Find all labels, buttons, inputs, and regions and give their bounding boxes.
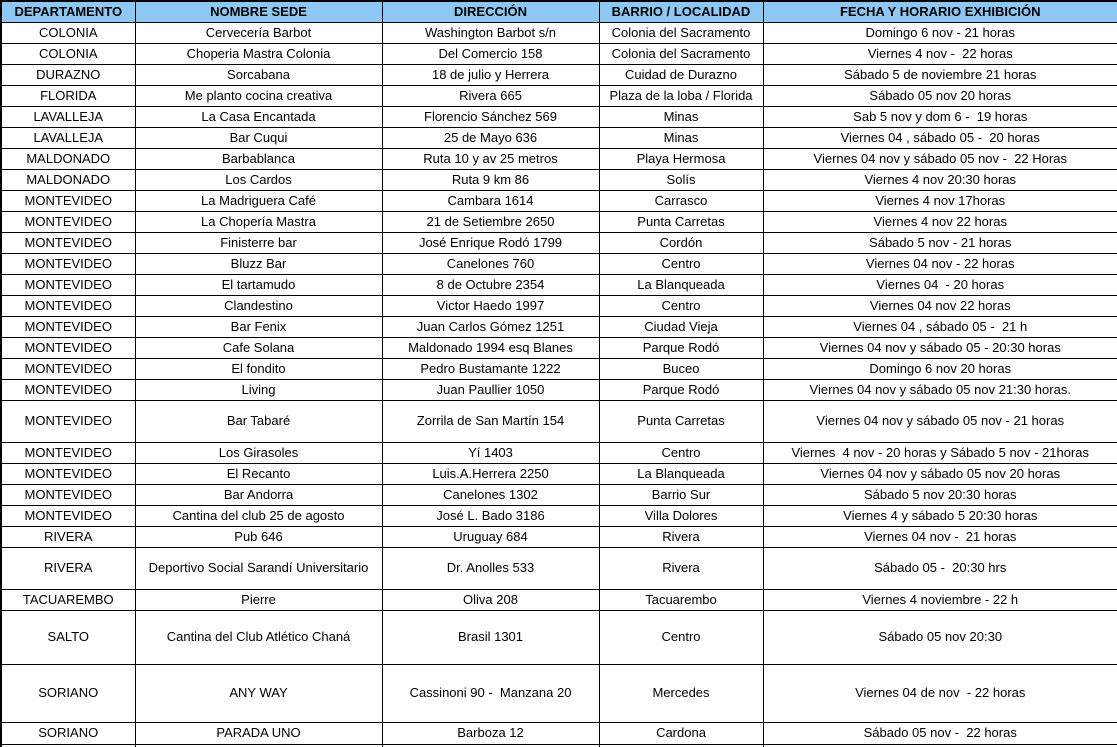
cell-departamento: MONTEVIDEO — [1, 211, 135, 232]
cell-barrio: Cordón — [599, 232, 763, 253]
cell-fecha: Viernes 04 de nov - 22 horas — [763, 664, 1117, 722]
cell-fecha: Sábado 05 - 20:30 hrs — [763, 547, 1117, 589]
cell-departamento: DURAZNO — [1, 64, 135, 85]
cell-direccion: Juan Carlos Gómez 1251 — [382, 316, 599, 337]
cell-direccion: Victor Haedo 1997 — [382, 295, 599, 316]
cell-fecha: Viernes 04 nov y sábado 05 nov 20 horas — [763, 463, 1117, 484]
table-row — [1, 400, 1117, 442]
cell-fecha: Viernes 04 nov 22 horas — [763, 295, 1117, 316]
cell-direccion: Luis.A.Herrera 2250 — [382, 463, 599, 484]
cell-departamento: MONTEVIDEO — [1, 484, 135, 505]
cell-direccion: Cassinoni 90 - Manzana 20 — [382, 664, 599, 722]
table-row — [1, 526, 1117, 547]
table-row — [1, 664, 1117, 722]
cell-fecha: Sábado 5 nov 20:30 horas — [763, 484, 1117, 505]
cell-barrio: Centro — [599, 295, 763, 316]
cell-departamento: MONTEVIDEO — [1, 295, 135, 316]
cell-nombre-sede: Clandestino — [135, 295, 382, 316]
table-row — [1, 337, 1117, 358]
cell-fecha: Domingo 6 nov - 21 horas — [763, 22, 1117, 43]
table-row — [1, 253, 1117, 274]
table-row — [1, 64, 1117, 85]
cell-direccion: José L. Bado 3186 — [382, 505, 599, 526]
cell-nombre-sede: La Madriguera Café — [135, 190, 382, 211]
table-row — [1, 379, 1117, 400]
cell-fecha: Viernes 04 nov y sábado 05 nov - 21 horas — [763, 400, 1117, 442]
cell-departamento: TACUAREMBO — [1, 589, 135, 610]
cell-departamento: MONTEVIDEO — [1, 253, 135, 274]
cell-fecha: Viernes 4 nov 20:30 horas — [763, 169, 1117, 190]
cell-nombre-sede: Los Girasoles — [135, 442, 382, 463]
cell-departamento: MONTEVIDEO — [1, 337, 135, 358]
table-row — [1, 85, 1117, 106]
cell-barrio: Villa Dolores — [599, 505, 763, 526]
cell-direccion: Ruta 9 km 86 — [382, 169, 599, 190]
cell-departamento: MALDONADO — [1, 148, 135, 169]
cell-nombre-sede: PARADA UNO — [135, 722, 382, 744]
table-row — [1, 358, 1117, 379]
cell-departamento: MONTEVIDEO — [1, 400, 135, 442]
cell-nombre-sede: Bar Andorra — [135, 484, 382, 505]
cell-direccion: Pedro Bustamante 1222 — [382, 358, 599, 379]
column-header-departamento: DEPARTAMENTO — [1, 1, 135, 22]
cell-barrio: Minas — [599, 106, 763, 127]
cell-barrio: Mercedes — [599, 664, 763, 722]
cell-barrio: Centro — [599, 442, 763, 463]
cell-fecha: Viernes 04 - 20 horas — [763, 274, 1117, 295]
cell-barrio: Carrasco — [599, 190, 763, 211]
cell-departamento: COLONIA — [1, 22, 135, 43]
cell-nombre-sede: Living — [135, 379, 382, 400]
cell-direccion: Canelones 1302 — [382, 484, 599, 505]
table-row — [1, 295, 1117, 316]
cell-nombre-sede: Deportivo Social Sarandí Universitario — [135, 547, 382, 589]
cell-barrio: Minas — [599, 127, 763, 148]
cell-nombre-sede: Bar Tabaré — [135, 400, 382, 442]
cell-departamento: LAVALLEJA — [1, 127, 135, 148]
cell-nombre-sede: Finisterre bar — [135, 232, 382, 253]
table-row — [1, 211, 1117, 232]
cell-fecha: Sábado 5 nov - 21 horas — [763, 232, 1117, 253]
cell-barrio: Punta Carretas — [599, 400, 763, 442]
cell-barrio: Tacuarembo — [599, 589, 763, 610]
cell-direccion: Dr. Anolles 533 — [382, 547, 599, 589]
cell-fecha: Sábado 05 nov 20:30 — [763, 610, 1117, 664]
cell-fecha: Viernes 4 nov 17horas — [763, 190, 1117, 211]
cell-barrio: Colonia del Sacramento — [599, 43, 763, 64]
cell-direccion: 8 de Octubre 2354 — [382, 274, 599, 295]
table-row — [1, 547, 1117, 589]
cell-direccion: Cambara 1614 — [382, 190, 599, 211]
cell-direccion: 25 de Mayo 636 — [382, 127, 599, 148]
cell-direccion: Oliva 208 — [382, 589, 599, 610]
cell-departamento: LAVALLEJA — [1, 106, 135, 127]
cell-departamento: MONTEVIDEO — [1, 505, 135, 526]
cell-departamento: RIVERA — [1, 526, 135, 547]
cell-nombre-sede: Cantina del club 25 de agosto — [135, 505, 382, 526]
cell-direccion: Canelones 760 — [382, 253, 599, 274]
cell-nombre-sede: Cafe Solana — [135, 337, 382, 358]
cell-departamento: COLONIA — [1, 43, 135, 64]
table-row — [1, 589, 1117, 610]
cell-departamento: SORIANO — [1, 722, 135, 744]
cell-direccion: 18 de julio y Herrera — [382, 64, 599, 85]
cell-fecha: Viernes 04 , sábado 05 - 20 horas — [763, 127, 1117, 148]
table-row — [1, 610, 1117, 664]
cell-barrio: Rivera — [599, 547, 763, 589]
cell-direccion: Brasil 1301 — [382, 610, 599, 664]
cell-barrio: Ciudad Vieja — [599, 316, 763, 337]
cell-barrio: La Blanqueada — [599, 463, 763, 484]
table-row — [1, 232, 1117, 253]
cell-departamento: MONTEVIDEO — [1, 316, 135, 337]
cell-direccion: Zorrila de San Martín 154 — [382, 400, 599, 442]
cell-fecha: Viernes 04 nov y sábado 05 nov - 22 Horas — [763, 148, 1117, 169]
cell-direccion: Florencio Sánchez 569 — [382, 106, 599, 127]
cell-barrio: Plaza de la loba / Florida — [599, 85, 763, 106]
table-row — [1, 22, 1117, 43]
cell-nombre-sede: La Casa Encantada — [135, 106, 382, 127]
cell-fecha: Domingo 6 nov 20 horas — [763, 358, 1117, 379]
cell-direccion: Ruta 10 y av 25 metros — [382, 148, 599, 169]
cell-direccion: Barboza 12 — [382, 722, 599, 744]
table-row — [1, 274, 1117, 295]
cell-nombre-sede: Cantina del Club Atlético Chaná — [135, 610, 382, 664]
table-row — [1, 316, 1117, 337]
table-row — [1, 127, 1117, 148]
header-row — [1, 1, 1117, 22]
cell-departamento: SORIANO — [1, 664, 135, 722]
cell-nombre-sede: ANY WAY — [135, 664, 382, 722]
cell-departamento: MONTEVIDEO — [1, 379, 135, 400]
cell-nombre-sede: Choperia Mastra Colonia — [135, 43, 382, 64]
cell-fecha: Viernes 04 nov y sábado 05 nov 21:30 horas. — [763, 379, 1117, 400]
table-row — [1, 484, 1117, 505]
cell-departamento: SALTO — [1, 610, 135, 664]
cell-nombre-sede: Bluzz Bar — [135, 253, 382, 274]
cell-barrio: Cuidad de Durazno — [599, 64, 763, 85]
table-row — [1, 190, 1117, 211]
cell-barrio: Playa Hermosa — [599, 148, 763, 169]
cell-nombre-sede: Pierre — [135, 589, 382, 610]
cell-direccion: Juan Paullier 1050 — [382, 379, 599, 400]
cell-fecha: Viernes 04 nov - 22 horas — [763, 253, 1117, 274]
cell-departamento: MONTEVIDEO — [1, 274, 135, 295]
cell-nombre-sede: Cervecería Barbot — [135, 22, 382, 43]
cell-departamento: MONTEVIDEO — [1, 442, 135, 463]
cell-nombre-sede: El Recanto — [135, 463, 382, 484]
cell-fecha: Viernes 4 nov 22 horas — [763, 211, 1117, 232]
table-row — [1, 106, 1117, 127]
cell-nombre-sede: Pub 646 — [135, 526, 382, 547]
cell-fecha: Viernes 4 y sábado 5 20:30 horas — [763, 505, 1117, 526]
cell-fecha: Sab 5 nov y dom 6 - 19 horas — [763, 106, 1117, 127]
cell-fecha: Sábado 5 de noviembre 21 horas — [763, 64, 1117, 85]
cell-barrio: Centro — [599, 610, 763, 664]
cell-fecha: Viernes 04 nov - 21 horas — [763, 526, 1117, 547]
cell-barrio: Colonia del Sacramento — [599, 22, 763, 43]
cell-direccion: Uruguay 684 — [382, 526, 599, 547]
cell-fecha: Viernes 4 nov - 20 horas y Sábado 5 nov - 21horas — [763, 442, 1117, 463]
table-row — [1, 463, 1117, 484]
cell-direccion: Del Comercio 158 — [382, 43, 599, 64]
cell-direccion: 21 de Setiembre 2650 — [382, 211, 599, 232]
cell-nombre-sede: El fondito — [135, 358, 382, 379]
cell-barrio: Centro — [599, 253, 763, 274]
cell-direccion: Rivera 665 — [382, 85, 599, 106]
cell-barrio: Rivera — [599, 526, 763, 547]
cell-departamento: FLORIDA — [1, 85, 135, 106]
cell-barrio: Solís — [599, 169, 763, 190]
cell-departamento: MONTEVIDEO — [1, 232, 135, 253]
table-row — [1, 442, 1117, 463]
column-header-direccion: DIRECCIÓN — [382, 1, 599, 22]
table-row — [1, 505, 1117, 526]
cell-nombre-sede: Bar Cuqui — [135, 127, 382, 148]
cell-fecha: Viernes 4 nov - 22 horas — [763, 43, 1117, 64]
column-header-nombre-sede: NOMBRE SEDE — [135, 1, 382, 22]
cell-nombre-sede: Bar Fenix — [135, 316, 382, 337]
table-row — [1, 169, 1117, 190]
cell-fecha: Viernes 4 noviembre - 22 h — [763, 589, 1117, 610]
cell-direccion: Washington Barbot s/n — [382, 22, 599, 43]
cell-departamento: RIVERA — [1, 547, 135, 589]
cell-departamento: MONTEVIDEO — [1, 463, 135, 484]
cell-nombre-sede: La Chopería Mastra — [135, 211, 382, 232]
table-row — [1, 43, 1117, 64]
cell-direccion: Maldonado 1994 esq Blanes — [382, 337, 599, 358]
cell-barrio: Barrio Sur — [599, 484, 763, 505]
table-row — [1, 722, 1117, 744]
cell-direccion: Yí 1403 — [382, 442, 599, 463]
column-header-fecha-horario: FECHA Y HORARIO EXHIBICIÓN — [763, 1, 1117, 22]
cell-nombre-sede: Barbablanca — [135, 148, 382, 169]
cell-nombre-sede: Los Cardos — [135, 169, 382, 190]
cell-barrio: Cardona — [599, 722, 763, 744]
cell-departamento: MALDONADO — [1, 169, 135, 190]
cell-nombre-sede: El tartamudo — [135, 274, 382, 295]
table-row — [1, 148, 1117, 169]
cell-nombre-sede: Me planto cocina creativa — [135, 85, 382, 106]
column-header-barrio-localidad: BARRIO / LOCALIDAD — [599, 1, 763, 22]
table-body — [1, 22, 1117, 744]
cell-departamento: MONTEVIDEO — [1, 358, 135, 379]
cell-fecha: Viernes 04 , sábado 05 - 21 h — [763, 316, 1117, 337]
cell-fecha: Sábado 05 nov - 22 horas — [763, 722, 1117, 744]
cell-barrio: Parque Rodó — [599, 379, 763, 400]
cell-nombre-sede: Sorcabana — [135, 64, 382, 85]
cell-barrio: Punta Carretas — [599, 211, 763, 232]
cell-fecha: Viernes 04 nov y sábado 05 - 20:30 horas — [763, 337, 1117, 358]
cell-barrio: Buceo — [599, 358, 763, 379]
cell-barrio: La Blanqueada — [599, 274, 763, 295]
cell-barrio: Parque Rodó — [599, 337, 763, 358]
cell-direccion: José Enrique Rodó 1799 — [382, 232, 599, 253]
cell-departamento: MONTEVIDEO — [1, 190, 135, 211]
cell-fecha: Sábado 05 nov 20 horas — [763, 85, 1117, 106]
